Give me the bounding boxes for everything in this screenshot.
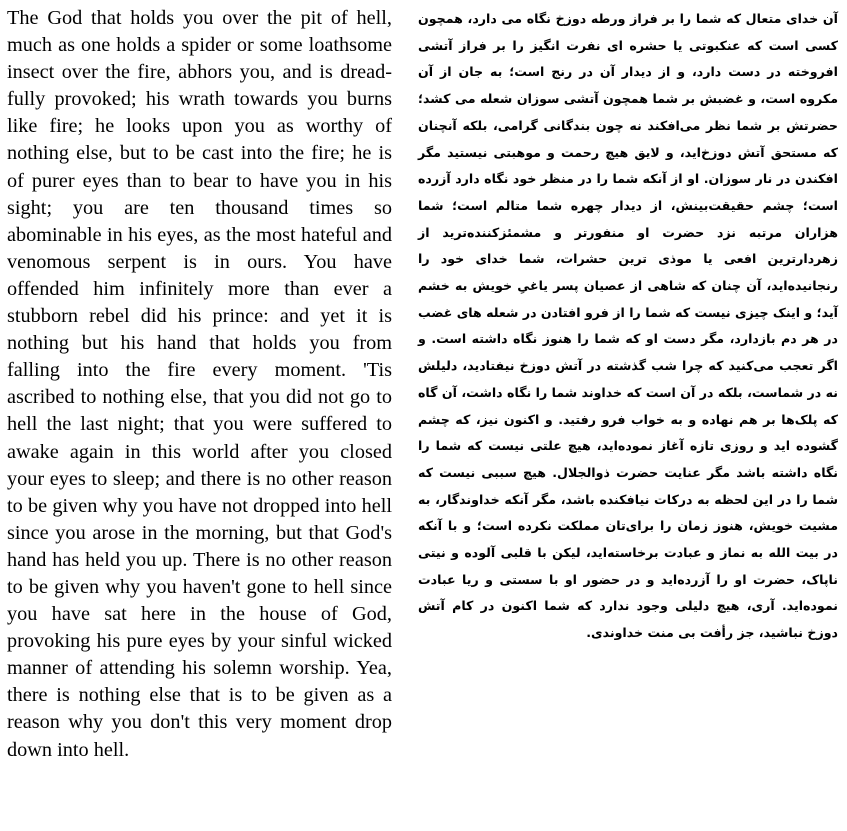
persian-text-column: آن خدای متعال که شما را بر فراز ورطه دوزخ نگاه می دارد، همچون کسی است که عنکبوتی یا حشره ای نفرت انگیز را بر فراز آتشی افروخته در دست دارد، و از دیدار آن در رنج است؛ به جان از آن مکروه است، و غضبش بر شما همچون آتشی سوزان شعله می کشد؛ حضرتش بر شما نظر می‌افکند نه چون بندگانی گرامی، بلکه آنچنان که مستحق آتش دوزخ‌اید، و لایق هیچ رحمت و موهبتی نیستید مگر افکندن در نار سوزان. او از آنکه شما را در منظر خود نگاه دارد آزرده است؛ چشم حقیقت‌بینش، از دیدار چهره شما متالم است؛ شما هزاران مرتبه نزد حضرت او منفورتر و مشمئزکننده‌ترید از زهردارترین افعی یا موذی ترین حشرات، شما خدای خود را رنجانیده‌اید، آن چنان که شاهی از عصیان پسر یاغیِ خویش به خشم آید؛ و اینک چیزی نیست که شما را از فرو افتادن در شعله های غضب در هر دم بازدارد، مگر دست او که شما را هنوز نگاه داشته است. و اگر تعجب می‌کنید که چرا شب گذشته در آتش دوزخ نیفتادید، دلیلش نه در شماست، بلکه در آن است که خداوند شما را نگاه داشت، آن گاه که پلک‌ها بر هم نهاده و به خواب فرو رفتید. و اکنون نیز، که چشم گشوده اید و روزی تازه آغاز نموده‌اید، هیچ علتی نیست که شما را نگاه داشته باشد مگر عنایت حضرت ذوالجلال. هیچ سببی نیست که شما را در این لحظه به درکات نیافکنده باشد، مگر آنکه خداوندگار، به مشیت خویش، هنوز زمان را برای‌تان مملکت نکرده است؛ و با آنکه در بیت الله به نماز و عبادت برخاسته‌اید، لیکن با قلبی آلوده و نیتی ناپاک، حضرت او را آزرده‌اید و در حضور او با سستی و ریا عبادت نموده‌اید. آری، هیچ دلیلی وجود ندارد که شما اکنون در کام آتش دوزخ نباشید، جز رأفت بی منت خداوندی. bbox=[418, 11, 838, 641]
english-text-column: The God that holds you over the pit of hell, much as one holds a spider or some loathsome insect over the fire, abhors you, and is dread-fully provoked; his wrath towards you burns like fire; he looks upon you as worthy of nothing else, but to be cast into the fire; he is of purer eyes than to bear to have you in his sight; you are ten thousand times so abominable in his eyes, as the most hateful and venomous serpent is in ours. You have offended him infinitely more than ever a stubborn rebel did his prince: and yet it is nothing but his hand that holds you from falling into the fire every moment. 'Tis ascribed to nothing else, that you did not go to hell the last night; that you were suffered to awake again in this world after you closed your eyes to sleep; and there is no other reason to be given why you have not dropped into hell since you arose in the morning, but that God's hand has held you up. There is no other reason to be given why you haven't gone to hell since you have sat here in the house of God, provoking his pure eyes by your sinful wicked manner of attending his solemn worship. Yea, there is nothing else that is to be given as a reason why you don't this very moment drop down into hell. bbox=[7, 7, 392, 761]
